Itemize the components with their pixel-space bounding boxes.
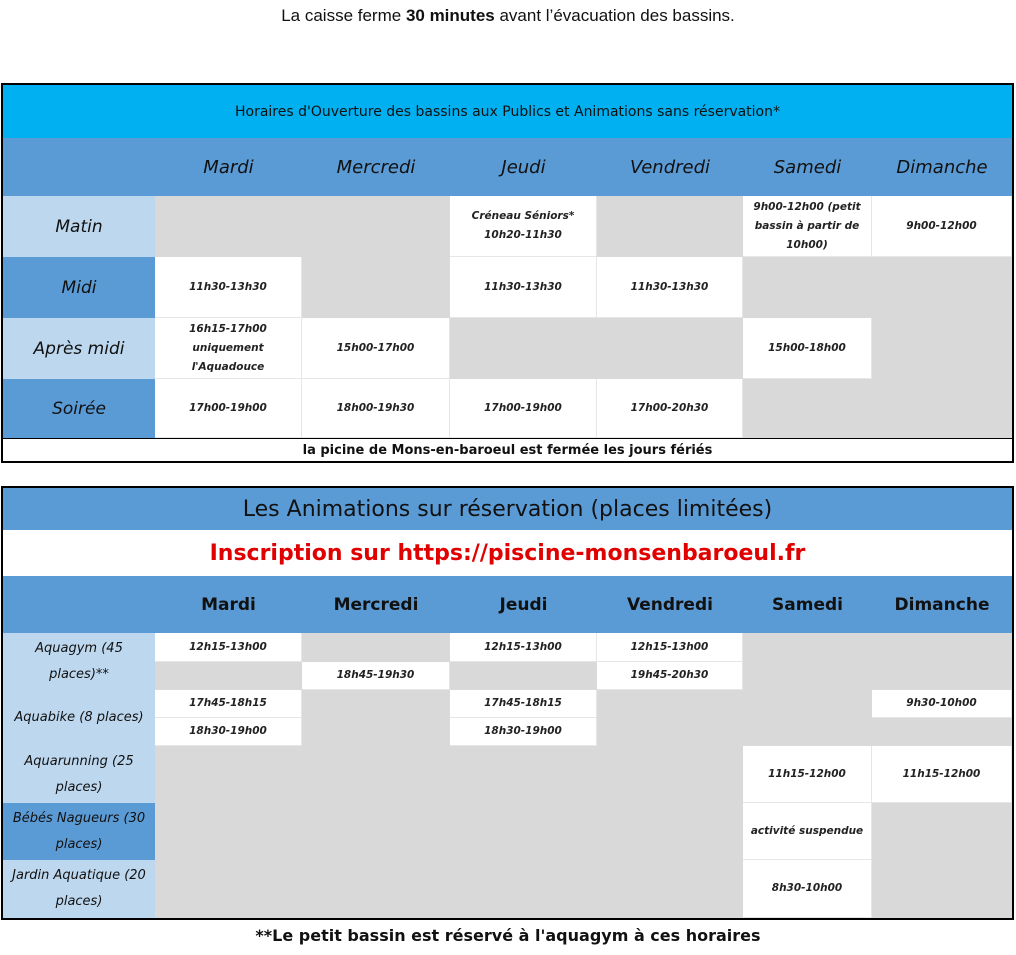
holiday-notice: la picine de Mons-en-baroeul est fermée les jours fériés [3, 438, 1012, 461]
schedule-cell: 15h00-18h00 [743, 318, 872, 379]
day-header: Mercredi [302, 138, 450, 196]
closed-cell [597, 196, 743, 257]
schedule-cell: 11h30-13h30 [450, 257, 597, 318]
activity-aquabike: Aquabike (8 places) [3, 690, 155, 746]
activity-jardin-aquatique: Jardin Aquatique (20 places) [3, 860, 155, 918]
day-header: Mercredi [302, 576, 450, 633]
schedule-cell: 17h00-20h30 [597, 379, 743, 438]
schedule-cell: 18h00-19h30 [302, 379, 450, 438]
closed-cell [302, 690, 450, 746]
animations-title: Les Animations sur réservation (places limitées) [3, 488, 1012, 530]
closed-cell [155, 662, 302, 690]
schedule-cell: 9h00-12h00 (petit bassin à partir de 10h00) [743, 196, 872, 257]
slot-cell: 19h45-20h30 [597, 662, 743, 690]
closed-cell [872, 803, 1012, 860]
schedule-cell: 11h30-13h30 [597, 257, 743, 318]
day-header: Dimanche [872, 576, 1012, 633]
day-header: Mardi [155, 576, 302, 633]
row-label-matin: Matin [3, 196, 155, 257]
day-header: Jeudi [450, 576, 597, 633]
slot-cell: 11h15-12h00 [743, 746, 872, 803]
closed-cell [872, 318, 1012, 379]
schedule-cell: 15h00-17h00 [302, 318, 450, 379]
slot-cell: 11h15-12h00 [872, 746, 1012, 803]
slot-cell: 9h30-10h00 [872, 690, 1012, 718]
schedule-cell: 11h30-13h30 [155, 257, 302, 318]
slot-cell: 12h15-13h00 [597, 633, 743, 662]
intro-prefix: La caisse ferme [281, 6, 406, 25]
schedule-cell: 16h15-17h00 uniquement l'Aquadouce [155, 318, 302, 379]
schedule-cell: 17h00-19h00 [155, 379, 302, 438]
activity-aquarunning: Aquarunning (25 places) [3, 746, 155, 803]
closed-cell [302, 257, 450, 318]
activity-bebes-nageurs: Bébés Nagueurs (30 places) [3, 803, 155, 860]
public-hours-table [1, 83, 1014, 463]
closed-cell [872, 860, 1012, 918]
row-label-apres-midi: Après midi [3, 318, 155, 379]
slot-cell: 17h45-18h15 [450, 690, 597, 718]
slot-cell: 12h15-13h00 [450, 633, 597, 662]
row-label-midi: Midi [3, 257, 155, 318]
closed-cell [155, 860, 743, 918]
row-label-soiree: Soirée [3, 379, 155, 438]
closed-cell [155, 803, 743, 860]
day-header: Samedi [743, 576, 872, 633]
intro-text [0, 6, 1016, 26]
public-hours-title: Horaires d'Ouverture des bassins aux Publics et Animations sans réservation* [3, 85, 1012, 138]
slot-cell: 18h30-19h00 [450, 718, 597, 746]
slot-cell: 18h30-19h00 [155, 718, 302, 746]
day-header: Dimanche [872, 138, 1012, 196]
aquagym-note: **Le petit bassin est réservé à l'aquagym à ces horaires [255, 926, 761, 945]
closed-cell [450, 318, 743, 379]
intro-suffix: avant l’évacuation des bassins. [494, 6, 735, 25]
slot-cell: activité suspendue [743, 803, 872, 860]
slot-cell: 17h45-18h15 [155, 690, 302, 718]
closed-cell [155, 196, 450, 257]
inscription-link[interactable]: Inscription sur https://piscine-monsenbaroeul.fr [3, 530, 1012, 576]
day-header: Jeudi [450, 138, 597, 196]
closed-cell [450, 662, 597, 690]
day-header: Vendredi [597, 576, 743, 633]
day-header: Mardi [155, 138, 302, 196]
closed-cell [302, 633, 450, 662]
closed-cell [743, 633, 1012, 690]
day-header: Vendredi [597, 138, 743, 196]
animations-table [1, 486, 1014, 920]
day-header: Samedi [743, 138, 872, 196]
closed-cell [743, 379, 1012, 438]
slot-cell: 8h30-10h00 [743, 860, 872, 918]
closed-cell [597, 690, 872, 746]
closed-cell [743, 257, 1012, 318]
slot-cell: 18h45-19h30 [302, 662, 450, 690]
schedule-cell: Créneau Séniors* 10h20-11h30 [450, 196, 597, 257]
closed-cell [872, 718, 1012, 746]
schedule-cell: 17h00-19h00 [450, 379, 597, 438]
schedule-cell: 9h00-12h00 [872, 196, 1012, 257]
slot-cell: 12h15-13h00 [155, 633, 302, 662]
header-corner [3, 138, 155, 196]
closed-cell [155, 746, 743, 803]
intro-bold: 30 minutes [405, 6, 495, 25]
header-corner [3, 576, 155, 633]
activity-aquagym: Aquagym (45 places)** [3, 633, 155, 690]
